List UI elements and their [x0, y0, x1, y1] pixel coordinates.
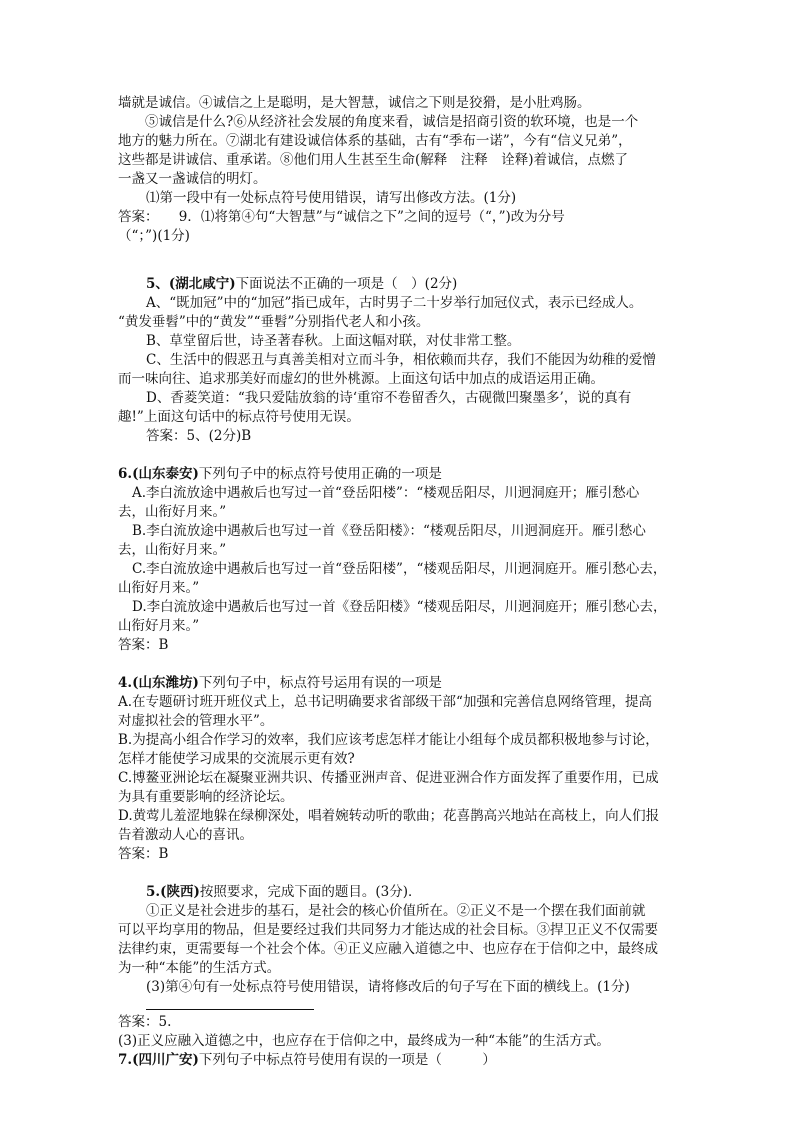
option-a: A.在专题研讨班开班仪式上，总书记明确要求省部级干部“加强和完善信息网络管理，提高 — [118, 694, 652, 710]
question-text: 按照要求，完成下面的题目。(3分)． — [199, 884, 422, 900]
option-c: C.李白流放途中遇赦后也写过一首“登岳阳楼”，“楼观岳阳尽，川迥洞庭开。雁引愁心去， — [132, 561, 667, 577]
answer-line: 答案：B — [118, 637, 169, 653]
passage-line: 地方的魅力所在。⑦湖北有建设诚信体系的基础，古有“季布一诺”，今有“信义兄弟”， — [118, 133, 632, 149]
option-a-cont: “黄发垂髫”中的“黄发”“垂髫”分别指代老人和小孩。 — [118, 314, 430, 330]
passage-line: 为一种“本能”的生活方式。 — [118, 960, 281, 976]
question-heading — [118, 674, 678, 693]
option-c-cont: 而一味向往、追求那美好而虚幻的世外桃源。上面这句话中加点的成语运用正确。 — [118, 371, 604, 387]
question-text: 下面说法不正确的一项是（ ）(2分) — [235, 276, 458, 292]
answer-label: 答案：5. — [118, 1014, 172, 1030]
option-b: B.为提高小组合作学习的效率，我们应该考虑怎样才能让小组每个成员都积极地参与讨论， — [118, 732, 659, 748]
option-d: D.黄莺儿羞涩地躲在绿柳深处，唱着婉转动听的歌曲；花喜鹊高兴地站在高枝上，向人们报 — [118, 808, 660, 824]
option-b-cont: 怎样才能使学习成果的交流展示更有效? — [118, 751, 355, 767]
question-source: 5.(陕西) — [146, 884, 200, 900]
option-d-cont: 告着激动人心的喜讯。 — [118, 827, 253, 843]
answer-line: 答案：B — [118, 846, 169, 862]
option-a-cont: 去，山衔好月来。” — [118, 504, 227, 520]
option-c-cont: 山衔好月来。” — [118, 580, 200, 596]
question-line: ⑴第一段中有一处标点符号使用错误，请写出修改方法。(1分) — [146, 190, 517, 206]
document-page — [118, 94, 678, 1070]
option-c-cont: 为具有重要影响的经济论坛。 — [118, 789, 294, 805]
option-d: D.李白流放途中遇赦后也写过一首《登岳阳楼》“楼观岳阳尽，川迥洞庭开；雁引愁心去， — [132, 599, 667, 615]
passage-line: 法律约束，更需要每一个社会个体。④正义应融入道德之中、也应存在于信仰之中，最终成 — [118, 941, 658, 957]
passage-line: 这些都是讲诚信、重承诺。⑧他们用人生甚至生命(解释 注释 诠释)着诚信，点燃了 — [118, 152, 629, 168]
option-b: B、草堂留后世，诗圣著春秋。上面这幅对联，对仗非常工整。 — [146, 333, 521, 349]
question-source: 7.(四川广安) — [118, 1052, 199, 1068]
option-c: C、生活中的假恶丑与真善美相对立而斗争，相依赖而共存，我们不能因为幼稚的爱憎 — [146, 352, 656, 368]
question-heading — [118, 1051, 678, 1070]
question-text: 下列句子中的标点符号使用正确的一项是 — [198, 466, 442, 482]
sub-question: (3)第④句有一处标点符号使用错误，请将修改后的句子写在下面的横线上。(1分) — [146, 979, 630, 995]
passage-line: 墙就是诚信。④诚信之上是聪明，是大智慧，诚信之下则是狡猾，是小肚鸡肠。 — [118, 95, 591, 111]
option-a-cont: 对虚拟社会的管理水平”。 — [118, 713, 274, 729]
question-source: 6.(山东泰安) — [118, 466, 199, 482]
question-heading — [118, 465, 678, 484]
answer-line: 答案： 9．⑴将第④句“大智慧”与“诚信之下”之间的逗号（“，”)改为分号 — [118, 209, 565, 225]
question-source: 5、(湖北咸宁) — [146, 276, 236, 292]
answer-line: （“；”)(1分) — [118, 228, 190, 244]
passage-line: 可以平均享用的物品，但是要经过我们共同努力才能达成的社会目标。③捍卫正义不仅需要 — [118, 922, 658, 938]
option-c: C.博鳌亚洲论坛在凝聚亚洲共识、传播亚洲声音、促进亚洲合作方面发挥了重要作用，已成 — [118, 770, 659, 786]
question-heading — [118, 275, 678, 294]
option-a: A、“既加冠”中的“加冠”指已成年，古时男子二十岁举行加冠仪式，表示已经成人。 — [146, 295, 643, 311]
answer-blank-line — [146, 997, 314, 1010]
option-a: A.李白流放途中遇赦后也写过一首“登岳阳楼”：“楼观岳阳尽，川迥洞庭开；雁引愁心 — [132, 485, 640, 501]
option-b: B.李白流放途中遇赦后也写过一首《登岳阳楼》：“楼观岳阳尽，川迥洞庭开。雁引愁心 — [132, 523, 646, 539]
answer-line: 答案：5、(2分)B — [146, 428, 252, 444]
answer-line: (3)正义应融入道德之中，也应存在于信仰之中，最终成为一种“本能”的生活方式。 — [118, 1033, 610, 1049]
passage-line: 一盏又一盏诚信的明灯。 — [118, 171, 267, 187]
option-d-cont: 山衔好月来。” — [118, 618, 200, 634]
question-text: 下列句子中，标点符号运用有误的一项是 — [198, 675, 442, 691]
option-b-cont: 去，山衔好月来。” — [118, 542, 227, 558]
question-heading — [118, 883, 678, 902]
option-d: D、香菱笑道：“我只爱陆放翁的诗‘重帘不卷留香久，古砚微凹聚墨多’，说的真有 — [146, 390, 632, 406]
option-d-cont: 趣!”上面这句话中的标点符号使用无误。 — [118, 409, 360, 425]
passage-line: ①正义是社会进步的基石，是社会的核心价值所在。②正义不是一个摆在我们面前就 — [146, 903, 646, 919]
question-text: 下列句子中标点符号使用有误的一项是（ ） — [198, 1052, 496, 1068]
passage-line: ⑤诚信是什么?⑥从经济社会发展的角度来看，诚信是招商引资的软环境，也是一个 — [145, 114, 639, 130]
question-source: 4.(山东潍坊) — [118, 675, 199, 691]
